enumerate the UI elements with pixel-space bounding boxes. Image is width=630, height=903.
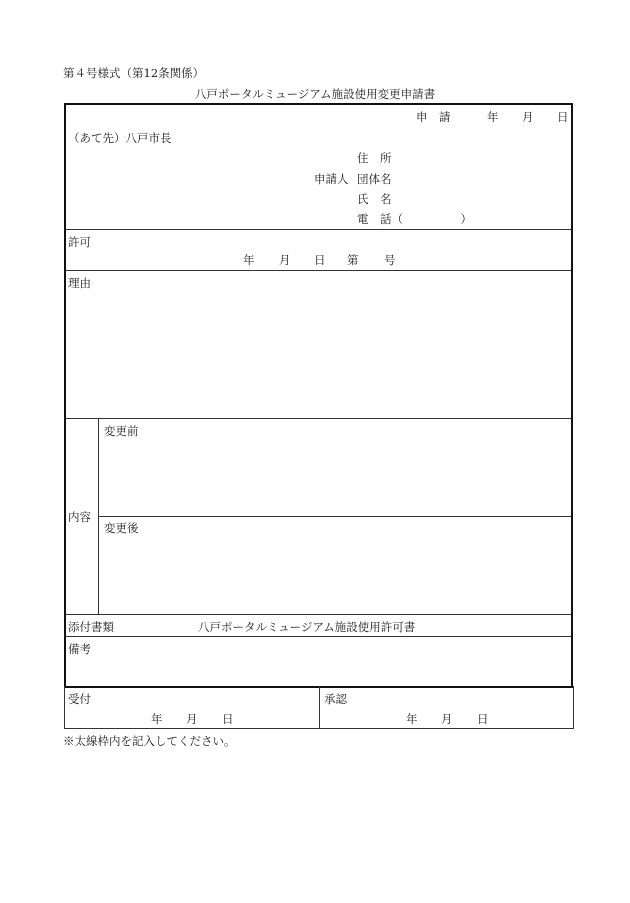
name-label: 氏 名 [357,192,392,206]
reception-year-unit: 年 [151,712,163,726]
application-day-unit: 日 [557,110,569,124]
content-label: 内容 [68,510,91,524]
footnote: ※太線枠内を記入してください。 [63,734,236,748]
permit-year-unit: 年 [243,253,255,267]
form-title: 八戸ポータルミュージアム施設使用変更申請書 [194,87,436,101]
form-number: 第４号様式（第12条関係） [63,66,205,80]
reception-label: 受付 [68,692,91,706]
after-change-label: 変更後 [104,521,139,535]
attachment-label: 添付書類 [68,620,114,634]
before-change-label: 変更前 [104,424,139,438]
divider-reason-content [65,418,571,419]
application-month-unit: 月 [522,110,534,124]
application-label: 申 請 [416,110,451,124]
reception-month-unit: 月 [186,712,198,726]
approval-year-unit: 年 [406,712,418,726]
permit-label: 許可 [68,235,91,249]
permit-month-unit: 月 [279,253,291,267]
application-form-frame [64,103,573,688]
permit-number-prefix: 第 [347,253,359,267]
approval-label: 承認 [324,692,347,706]
phone-label: 電 話（ ） [357,212,472,226]
approval-month-unit: 月 [441,712,453,726]
divider-before-after [98,516,571,517]
divider-permit-reason [65,270,571,271]
divider-content-label [98,418,99,614]
reason-label: 理由 [68,276,91,290]
divider-content-attachment [65,614,571,615]
attachment-value: 八戸ポータルミュージアム施設使用許可書 [198,620,416,634]
permit-day-unit: 日 [314,253,326,267]
permit-number-suffix: 号 [384,253,396,267]
divider-applicant-permit [65,229,571,230]
approval-day-unit: 日 [477,712,489,726]
reception-day-unit: 日 [222,712,234,726]
addressee: （あて先）八戸市長 [68,131,172,145]
remarks-label: 備考 [68,642,91,656]
address-label: 住 所 [357,151,392,165]
divider-attachment-remarks [65,636,571,637]
application-year-unit: 年 [487,110,499,124]
organization-label: 団体名 [357,172,392,186]
applicant-label: 申請人 [314,172,349,186]
